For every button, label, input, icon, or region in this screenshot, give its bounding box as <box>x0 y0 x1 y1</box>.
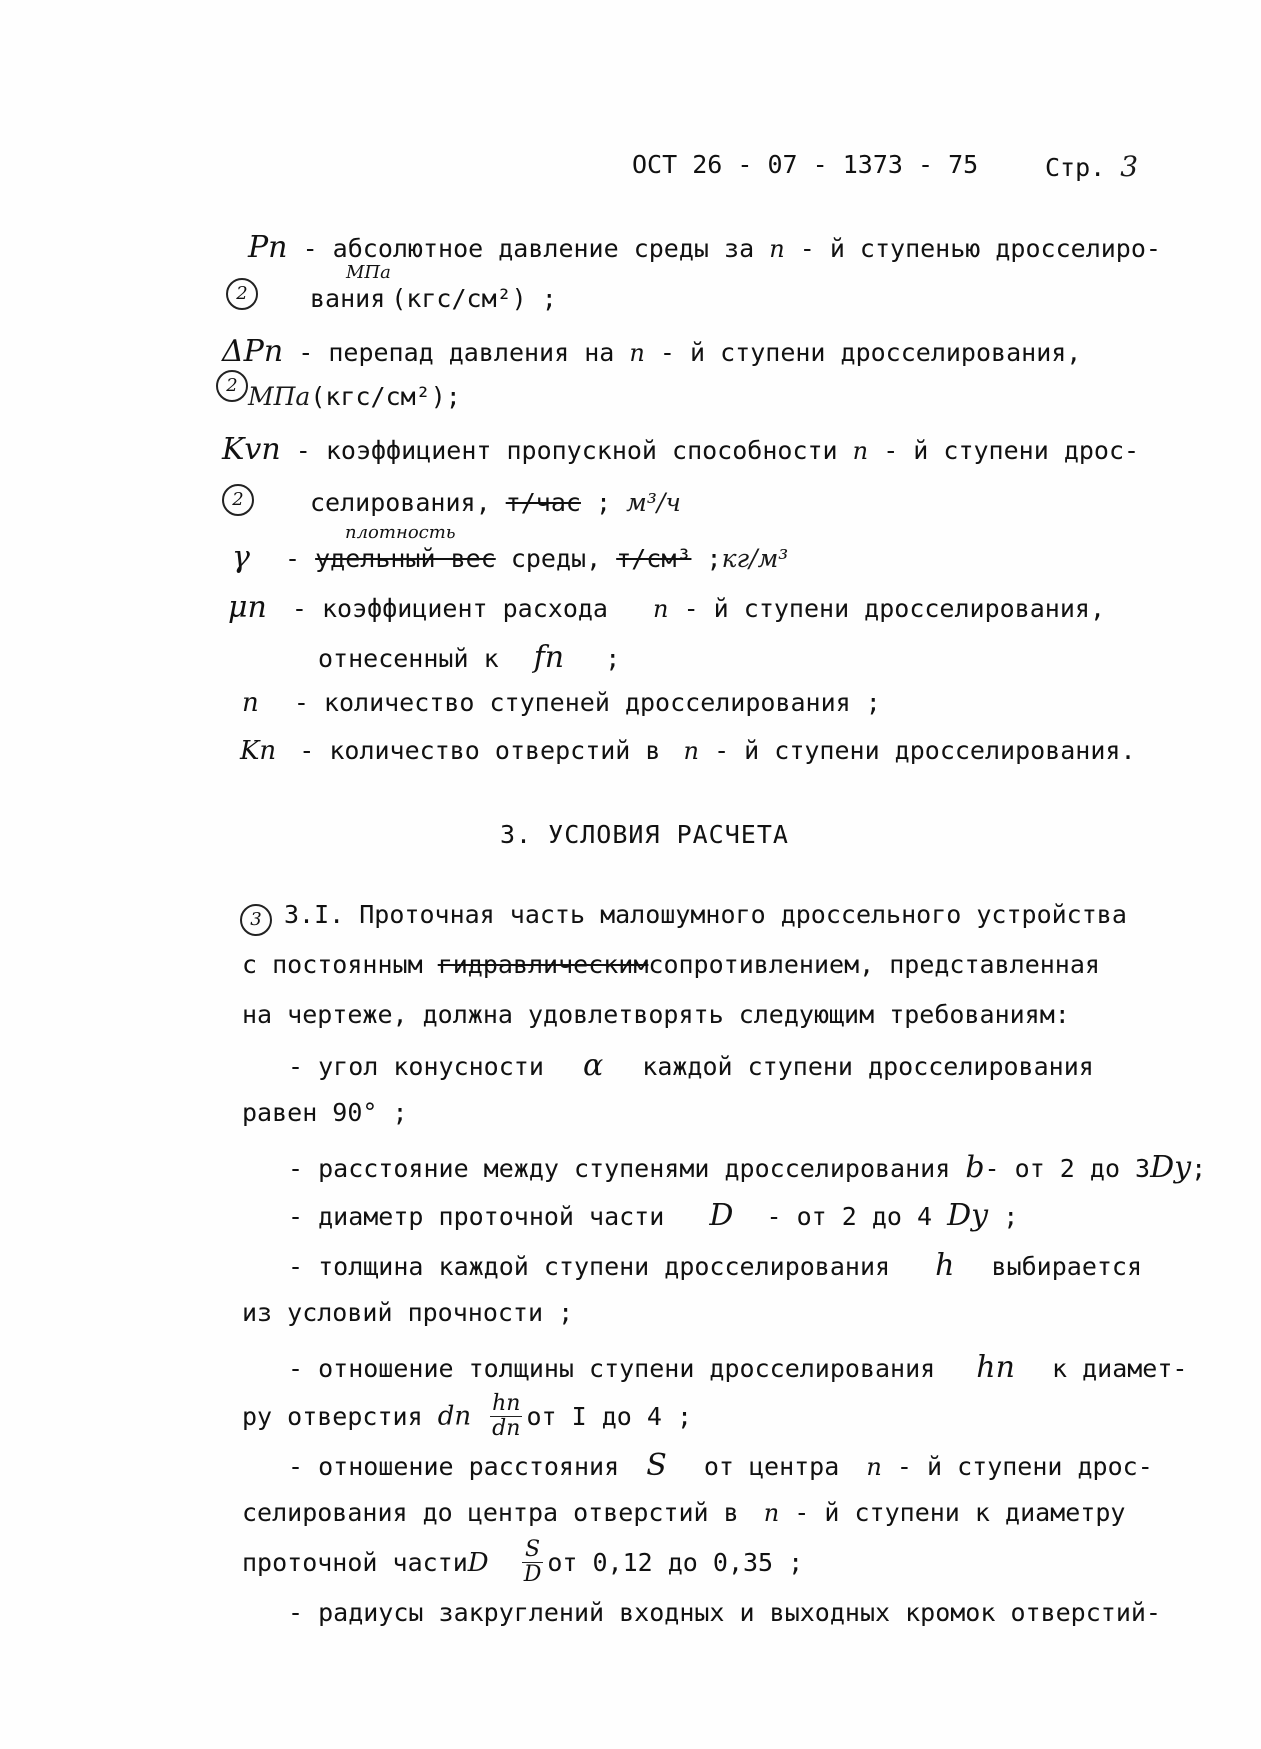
requirement-text: выбирается <box>991 1252 1143 1281</box>
definition-text: - количество ступеней дросселирования ; <box>293 688 881 717</box>
paragraph-3-1-line2 <box>242 950 1100 979</box>
unit-text: (кгс/см²); <box>310 382 461 411</box>
handwritten-insertion: плотность <box>345 522 456 543</box>
definition-text: среды, <box>510 544 602 573</box>
unit-handwritten: МПа <box>346 262 391 283</box>
definition-text: вания <box>310 284 386 313</box>
symbol-d: D <box>709 1198 734 1233</box>
symbol-n: n <box>629 339 645 367</box>
definition-mu-n <box>228 590 1105 625</box>
struck-text: гидравлическим <box>437 950 649 979</box>
fraction-hn-dn: $\frac{hn}{dn}$ <box>492 1391 521 1441</box>
page-number-block <box>1045 150 1138 183</box>
definition-text: - й ступени дросселирования, <box>683 594 1105 623</box>
separator: ; <box>1191 1154 1207 1183</box>
symbol-alpha: α <box>582 1048 604 1083</box>
definition-kn <box>240 736 1136 766</box>
requirement-text: из условий прочности ; <box>242 1298 574 1327</box>
definition-kvn-cont <box>310 488 681 517</box>
requirement-text: - толщина каждой ступени дросселирования <box>288 1252 891 1281</box>
symbol-mu-n: μn <box>228 590 267 625</box>
struck-unit: т/см³ <box>616 544 692 573</box>
requirement-distance-ratio <box>288 1448 1153 1483</box>
unit-text: (кгс/см²) ; <box>391 284 557 313</box>
symbol-n: n <box>683 737 699 765</box>
requirement-text: - расстояние между ступенями дросселирования <box>288 1154 951 1183</box>
symbol-hn: hn <box>976 1350 1015 1385</box>
definition-gamma <box>232 540 788 575</box>
requirement-text: каждой ступени дросселирования <box>642 1052 1094 1081</box>
definition-pn-cont <box>310 284 557 313</box>
symbol-fn: fn <box>533 640 565 675</box>
symbol-n: n <box>769 235 785 263</box>
paragraph-text: 3.I. Проточная часть малошумного дроссельного устройства <box>284 900 1127 929</box>
definition-text: селирования, <box>310 488 491 517</box>
requirement-text: селирования до центра отверстий в <box>242 1498 739 1527</box>
definition-text: - й ступенью дросселиро- <box>799 234 1161 263</box>
requirement-thickness-ratio-cont <box>242 1392 692 1441</box>
requirement-text: ру отверстия <box>242 1402 423 1431</box>
symbol-delta-pn: ΔPn <box>222 334 284 369</box>
requirement-text: проточной части <box>242 1548 468 1577</box>
requirement-stage-thickness <box>288 1248 1142 1283</box>
revision-mark: 2 <box>222 484 254 516</box>
requirement-text: - отношение расстояния <box>288 1452 620 1481</box>
revision-mark: 2 <box>226 278 258 310</box>
symbol-h: h <box>935 1248 955 1283</box>
symbol-gamma: γ <box>232 540 250 575</box>
symbol-b: b <box>965 1150 985 1185</box>
requirement-flow-diameter <box>288 1198 1018 1233</box>
paragraph-3-1-line3 <box>242 1000 1070 1029</box>
separator: ; <box>596 488 612 517</box>
paragraph-3-1-line1 <box>284 900 1127 929</box>
requirement-thickness-ratio <box>288 1350 1187 1385</box>
definition-delta-pn <box>222 334 1081 369</box>
symbol-n: n <box>653 595 669 623</box>
paragraph-text: с постоянным <box>242 950 423 979</box>
requirement-cone-angle-cont <box>242 1098 408 1127</box>
unit-handwritten: МПа <box>248 382 311 411</box>
separator: ; <box>706 544 722 573</box>
requirement-stage-thickness-cont <box>242 1298 573 1327</box>
definition-delta-pn-unit <box>248 382 461 411</box>
symbol-dy: Dy <box>1150 1150 1192 1185</box>
requirement-text: - от 2 до 4 <box>766 1202 933 1231</box>
requirement-distance-ratio-cont2 <box>242 1538 803 1587</box>
struck-unit: т/час <box>505 488 581 517</box>
symbol-pn: Pn <box>248 230 288 265</box>
definition-text: - й ступени дросселирования, <box>659 338 1082 367</box>
requirement-text: - радиусы закруглений входных и выходных кромок отверстий- <box>288 1598 1161 1627</box>
definition-n <box>242 688 881 718</box>
requirement-text: от I до 4 ; <box>526 1402 693 1431</box>
definition-text: - й ступени дросселирования. <box>714 736 1136 765</box>
symbol-d: D <box>467 1547 489 1578</box>
revision-mark: 2 <box>216 370 248 402</box>
separator: ; <box>605 644 621 673</box>
revision-mark: 3 <box>240 904 272 936</box>
page-number: 3 <box>1120 150 1139 183</box>
paragraph-text: на чертеже, должна удовлетворять следующим требованиям: <box>242 1000 1070 1029</box>
definition-text: - <box>285 544 301 573</box>
requirement-text: - й ступени к диаметру <box>794 1498 1126 1527</box>
symbol-kvn: Kvn <box>222 432 281 467</box>
requirement-text: от центра <box>703 1452 840 1481</box>
definition-text: - коэффициент расхода <box>291 594 608 623</box>
requirement-text: - отношение толщины ступени дросселирования <box>288 1354 936 1383</box>
symbol-dn: dn <box>437 1401 472 1432</box>
requirement-text: к диамет- <box>1052 1354 1188 1383</box>
requirement-stage-distance <box>288 1150 1206 1185</box>
document-id <box>632 150 978 179</box>
requirement-text: равен 90° ; <box>242 1098 408 1127</box>
requirement-text: от 0,12 до 0,35 ; <box>547 1548 804 1577</box>
standard-number: ОСТ 26 - 07 - 1373 - 75 <box>632 150 979 179</box>
requirement-text: - диаметр проточной части <box>288 1202 665 1231</box>
definition-text: - количество отверстий в <box>299 736 661 765</box>
requirement-edge-radii <box>288 1598 1161 1627</box>
requirement-text: - й ступени дрос- <box>896 1452 1153 1481</box>
paragraph-text: сопротивлением, представленная <box>648 950 1100 979</box>
definition-text: - й ступени дрос- <box>883 436 1140 465</box>
definition-text: - перепад давления на <box>298 338 615 367</box>
section-title <box>500 820 789 849</box>
page-label: Стр. <box>1045 153 1106 182</box>
symbol-n: n <box>242 688 259 718</box>
requirement-text: - от 2 до 3 <box>984 1154 1151 1183</box>
symbol-n: n <box>763 1499 780 1527</box>
symbol-dy: Dy <box>947 1198 989 1233</box>
definition-pn <box>248 230 1161 265</box>
symbol-kn: Kn <box>240 736 277 766</box>
struck-text: удельный вес <box>315 544 496 573</box>
requirement-distance-ratio-cont1 <box>242 1498 1125 1527</box>
symbol-s: S <box>646 1448 667 1483</box>
unit-handwritten: кг/м³ <box>721 544 789 573</box>
separator: ; <box>1003 1202 1019 1231</box>
section-title-text: 3. УСЛОВИЯ РАСЧЕТА <box>500 820 789 849</box>
definition-kvn <box>222 432 1139 467</box>
symbol-n: n <box>866 1453 882 1481</box>
definition-text: отнесенный к <box>318 644 499 673</box>
definition-text: - абсолютное давление среды за <box>302 234 755 263</box>
requirement-text: - угол конусности <box>288 1052 544 1081</box>
symbol-n: n <box>852 437 869 465</box>
unit-handwritten: м³/ч <box>626 488 681 517</box>
definition-mu-n-cont <box>318 640 620 675</box>
definition-text: - коэффициент пропускной способности <box>295 436 838 465</box>
fraction-s-d: $\frac{S}{D}$ <box>523 1537 542 1587</box>
requirement-cone-angle <box>288 1048 1094 1083</box>
